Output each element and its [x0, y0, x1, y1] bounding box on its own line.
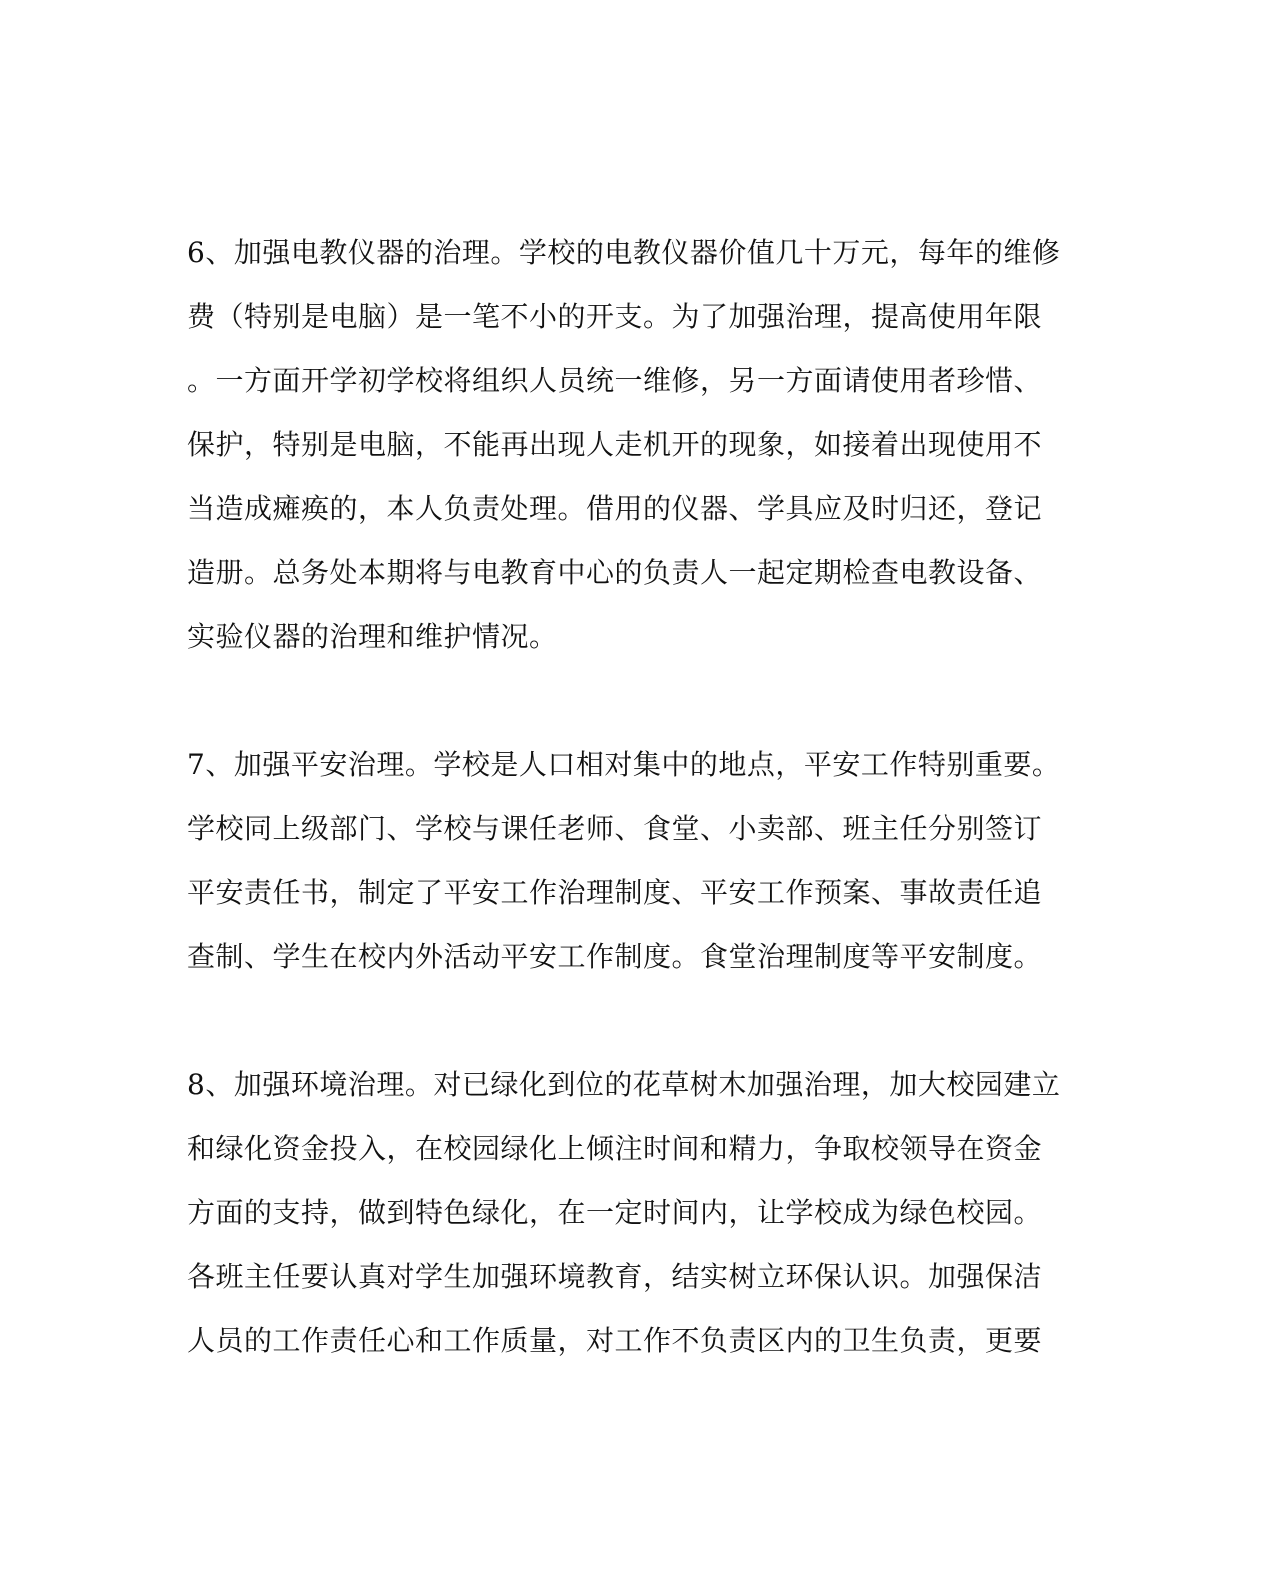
- text-line: 8、加强环境治理。对已绿化到位的花草树木加强治理，加大校园建立: [187, 1068, 1061, 1101]
- text-line: 7、加强平安治理。学校是人口相对集中的地点，平安工作特别重要。: [187, 748, 1061, 781]
- text-line: 平安责任书，制定了平安工作治理制度、平安工作预案、事故责任追: [187, 876, 1043, 909]
- text-line: 查制、学生在校内外活动平安工作制度。食堂治理制度等平安制度。: [187, 940, 1043, 973]
- text-line: 费（特别是电脑）是一笔不小的开支。为了加强治理，提高使用年限: [187, 300, 1043, 333]
- text-line: 实验仪器的治理和维护情况。: [187, 620, 558, 653]
- text-line: 人员的工作责任心和工作质量，对工作不负责区内的卫生负责，更要: [187, 1324, 1043, 1357]
- text-line: 6、加强电教仪器的治理。学校的电教仪器价值几十万元，每年的维修: [187, 236, 1061, 269]
- text-line: 各班主任要认真对学生加强环境教育，结实树立环保认识。加强保洁: [187, 1260, 1043, 1293]
- text-line: 保护，特别是电脑，不能再出现人走机开的现象，如接着出现使用不: [187, 428, 1043, 461]
- text-line: 。一方面开学初学校将组织人员统一维修，另一方面请使用者珍惜、: [187, 364, 1043, 397]
- text-line: 当造成瘫痪的，本人负责处理。借用的仪器、学具应及时归还，登记: [187, 492, 1043, 525]
- text-line: 方面的支持，做到特色绿化，在一定时间内，让学校成为绿色校园。: [187, 1196, 1043, 1229]
- text-line: 学校同上级部门、学校与课任老师、食堂、小卖部、班主任分别签订: [187, 812, 1043, 845]
- text-line: 造册。总务处本期将与电教育中心的负责人一起定期检查电教设备、: [187, 556, 1043, 589]
- text-line: 和绿化资金投入，在校园绿化上倾注时间和精力，争取校领导在资金: [187, 1132, 1043, 1165]
